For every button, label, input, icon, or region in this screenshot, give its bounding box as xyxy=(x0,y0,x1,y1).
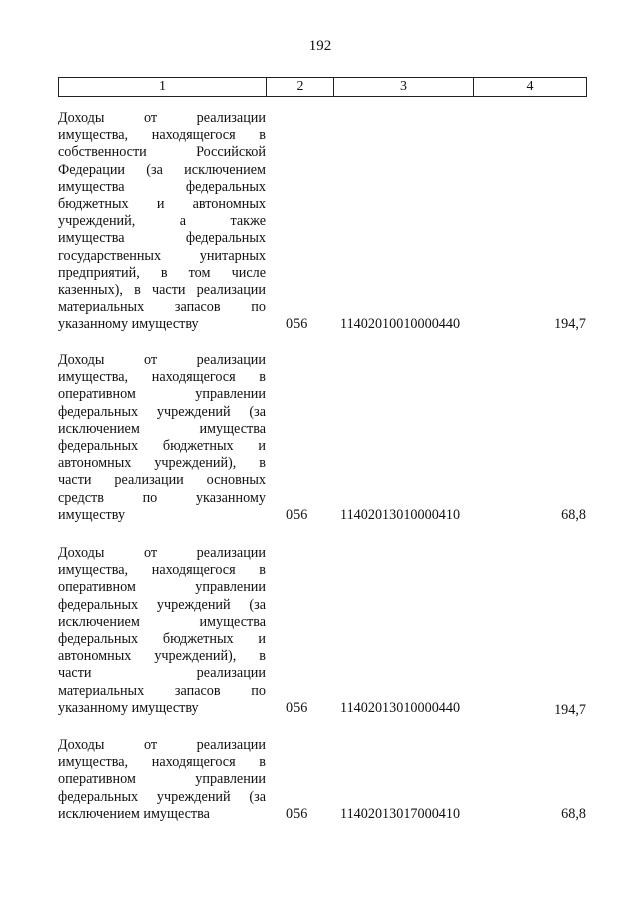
description-line: учреждений, а также xyxy=(58,213,266,230)
admin-code: 056 xyxy=(286,506,308,523)
column-header-3: 3 xyxy=(334,78,474,97)
admin-code: 056 xyxy=(286,316,308,333)
description-line: средств по указанному xyxy=(58,489,266,506)
admin-code: 056 xyxy=(286,699,308,716)
description-line: имущества, находящегося в xyxy=(58,562,266,579)
description-line: исключением имущества xyxy=(58,613,266,630)
description-line: Доходы от реализации xyxy=(58,545,266,561)
description-line: Доходы от реализации xyxy=(58,110,266,126)
description-line: федеральных учреждений (за xyxy=(58,788,266,805)
kbk-code: 11402013017000410 xyxy=(340,805,461,822)
kbk-code: 11402013010000440 xyxy=(340,699,461,716)
description-line: оперативном управлении xyxy=(58,386,266,403)
description-line: имущества федеральных xyxy=(58,230,266,247)
description-line: имущества, находящегося в xyxy=(58,754,266,771)
description-line: Федерации (за исключением xyxy=(58,161,266,178)
description-line: федеральных бюджетных и xyxy=(58,438,266,455)
description-line: Доходы от реализации xyxy=(58,737,266,753)
column-header-2: 2 xyxy=(267,78,334,97)
description-line: оперативном управлении xyxy=(58,579,266,596)
column-header-4: 4 xyxy=(474,78,587,97)
row-description xyxy=(58,545,266,717)
column-header-row xyxy=(59,78,587,97)
description-line: автономных учреждений), в xyxy=(58,455,266,472)
row-description xyxy=(58,110,266,334)
description-line: имуществу xyxy=(58,506,126,523)
amount-value: 194,7 xyxy=(554,701,586,718)
description-line: имущества, находящегося в xyxy=(58,127,266,144)
amount-value: 194,7 xyxy=(554,316,586,333)
page-number: 192 xyxy=(308,38,332,54)
description-line: указанному имуществу xyxy=(58,316,199,333)
kbk-code: 11402013010000410 xyxy=(340,506,461,523)
column-header-1: 1 xyxy=(59,78,267,97)
description-line: имущества федеральных xyxy=(58,178,266,195)
description-line: исключением имущества xyxy=(58,805,210,822)
row-description xyxy=(58,352,266,524)
description-line: предприятий, в том числе xyxy=(58,264,266,281)
description-line: казенных), в части реализации xyxy=(58,282,266,299)
amount-value: 68,8 xyxy=(561,805,586,822)
description-line: бюджетных и автономных xyxy=(58,196,266,213)
description-line: Доходы от реализации xyxy=(58,352,266,368)
description-line: федеральных учреждений (за xyxy=(58,596,266,613)
row-description xyxy=(58,737,266,823)
description-line: имущества, находящегося в xyxy=(58,369,266,386)
description-line: части реализации основных xyxy=(58,472,266,489)
kbk-code: 11402010010000440 xyxy=(340,316,461,333)
description-line: материальных запасов по xyxy=(58,682,266,699)
description-line: исключением имущества xyxy=(58,420,266,437)
column-header-table xyxy=(58,77,587,97)
description-line: собственности Российской xyxy=(58,144,266,161)
amount-value: 68,8 xyxy=(561,506,586,523)
description-line: оперативном управлении xyxy=(58,771,266,788)
admin-code: 056 xyxy=(286,805,308,822)
description-line: федеральных бюджетных и xyxy=(58,631,266,648)
description-line: государственных унитарных xyxy=(58,247,266,264)
description-line: автономных учреждений), в xyxy=(58,648,266,665)
description-line: федеральных учреждений (за xyxy=(58,403,266,420)
description-line: указанному имуществу xyxy=(58,699,199,716)
description-line: материальных запасов по xyxy=(58,299,266,316)
description-line: части реализации xyxy=(58,665,266,682)
